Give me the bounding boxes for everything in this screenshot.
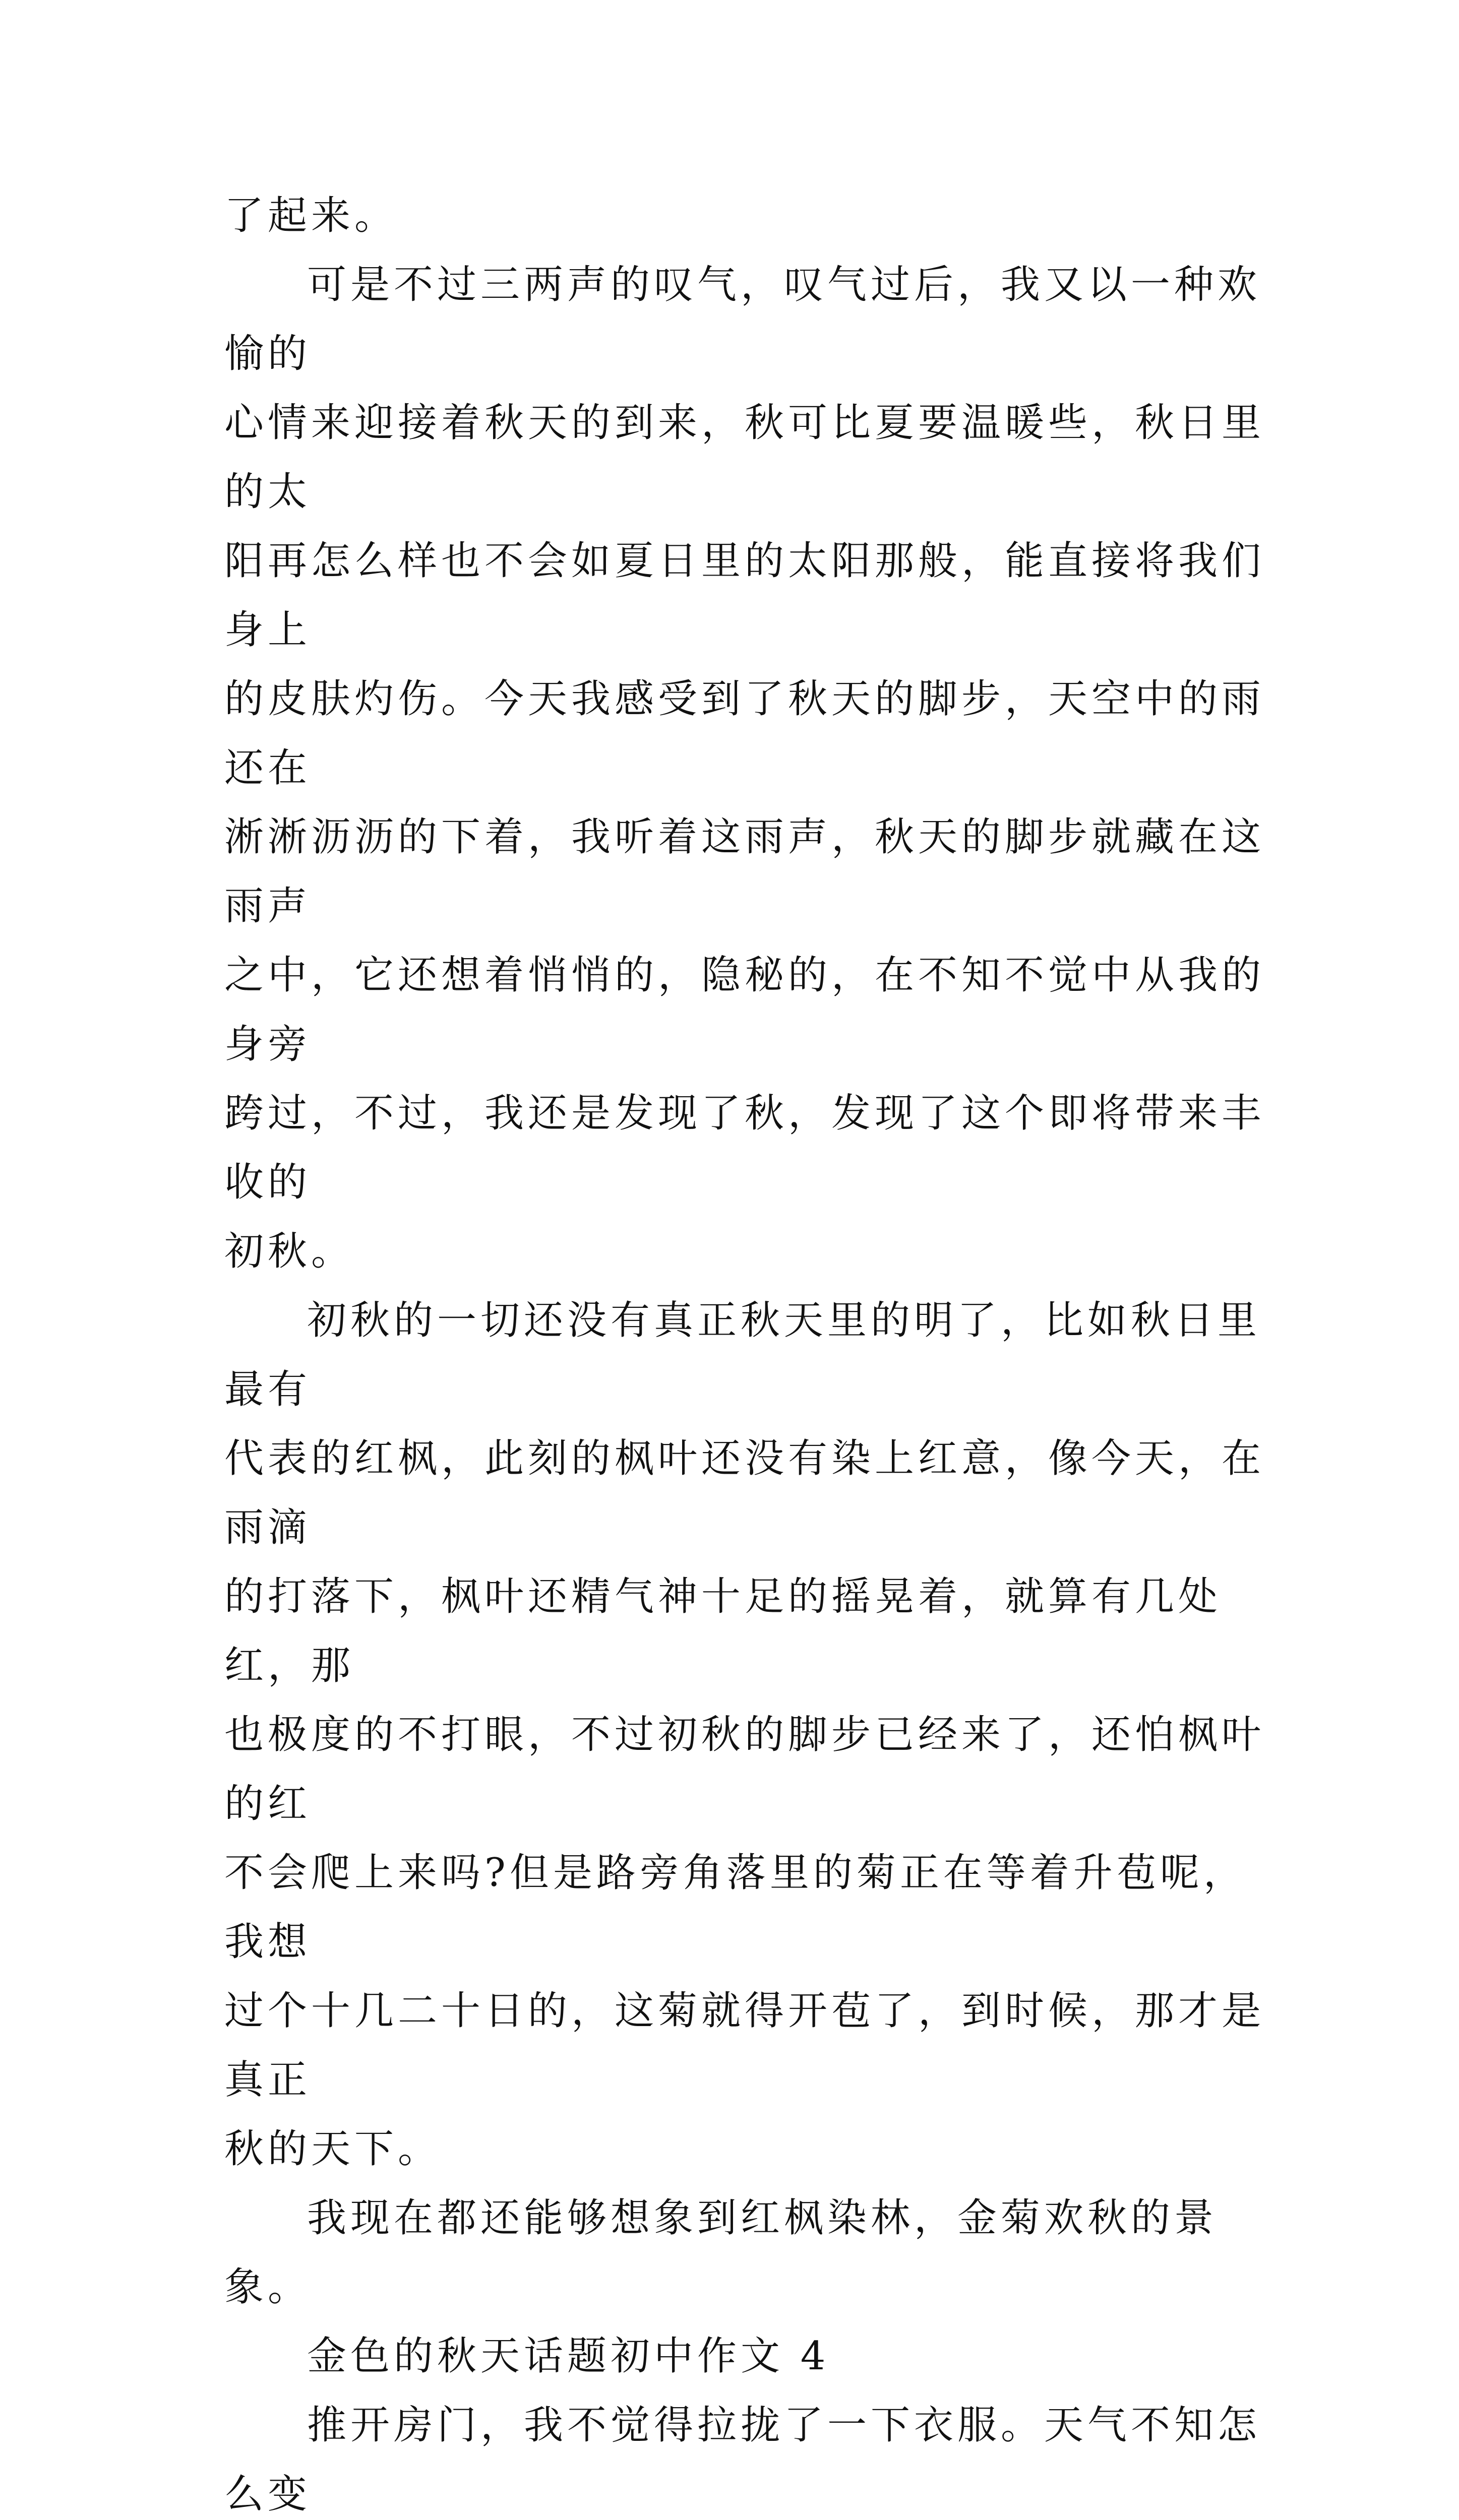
paragraph-4: 我现在都还能够想象到红枫染林，金菊欢秋的景象。 (224, 2195, 1218, 2310)
paragraph-1: 了起来。 (224, 193, 398, 238)
document-body (224, 181, 1288, 2520)
section-heading: 金色的秋天话题初中作文 4 (307, 2334, 830, 2379)
paragraph-5: 推开房门，我不觉得拉拢了一下衣服。天气不知怎么变 (224, 2403, 1261, 2517)
paragraph-2: 可是不过三两声的叹气，叹气过后，我又以一种欢愉的 心情来迎接着秋天的到来，秋可比夏要温暖些，秋日里的太 阳再怎么样也不会如夏日里的太阳那般，能直接将我们身上 的皮肤灼伤。今天我感受到了秋天的脚步，天空中的雨还在 淅淅沥沥的下着，我听着这雨声，秋天的脚步就藏在这雨声 之中，它还想着悄悄的，隐秘的，在不知不觉中从我的身旁 跨过，不过，我还是发现了秋，发现了这个即将带来丰收的 初秋。 (224, 262, 1265, 1274)
paragraph-3: 初秋的一切还没有真正秋天里的明了，比如秋日里最有 代表的红枫，此刻的枫叶还没有染上红意，像今天，在雨滴 的打落下，枫叶还精气神十足的摇晃着，就算有几处红，那 也极度的不打眼，不过初秋的脚步已经来了，还怕枫叶的红 不会爬上来吗?但是路旁角落里的菊正在等着升苞呢，我想 过个十几二十日的，这菊就得开苞了，到时候，那才是真正 秋的天下。 (224, 1298, 1265, 2172)
